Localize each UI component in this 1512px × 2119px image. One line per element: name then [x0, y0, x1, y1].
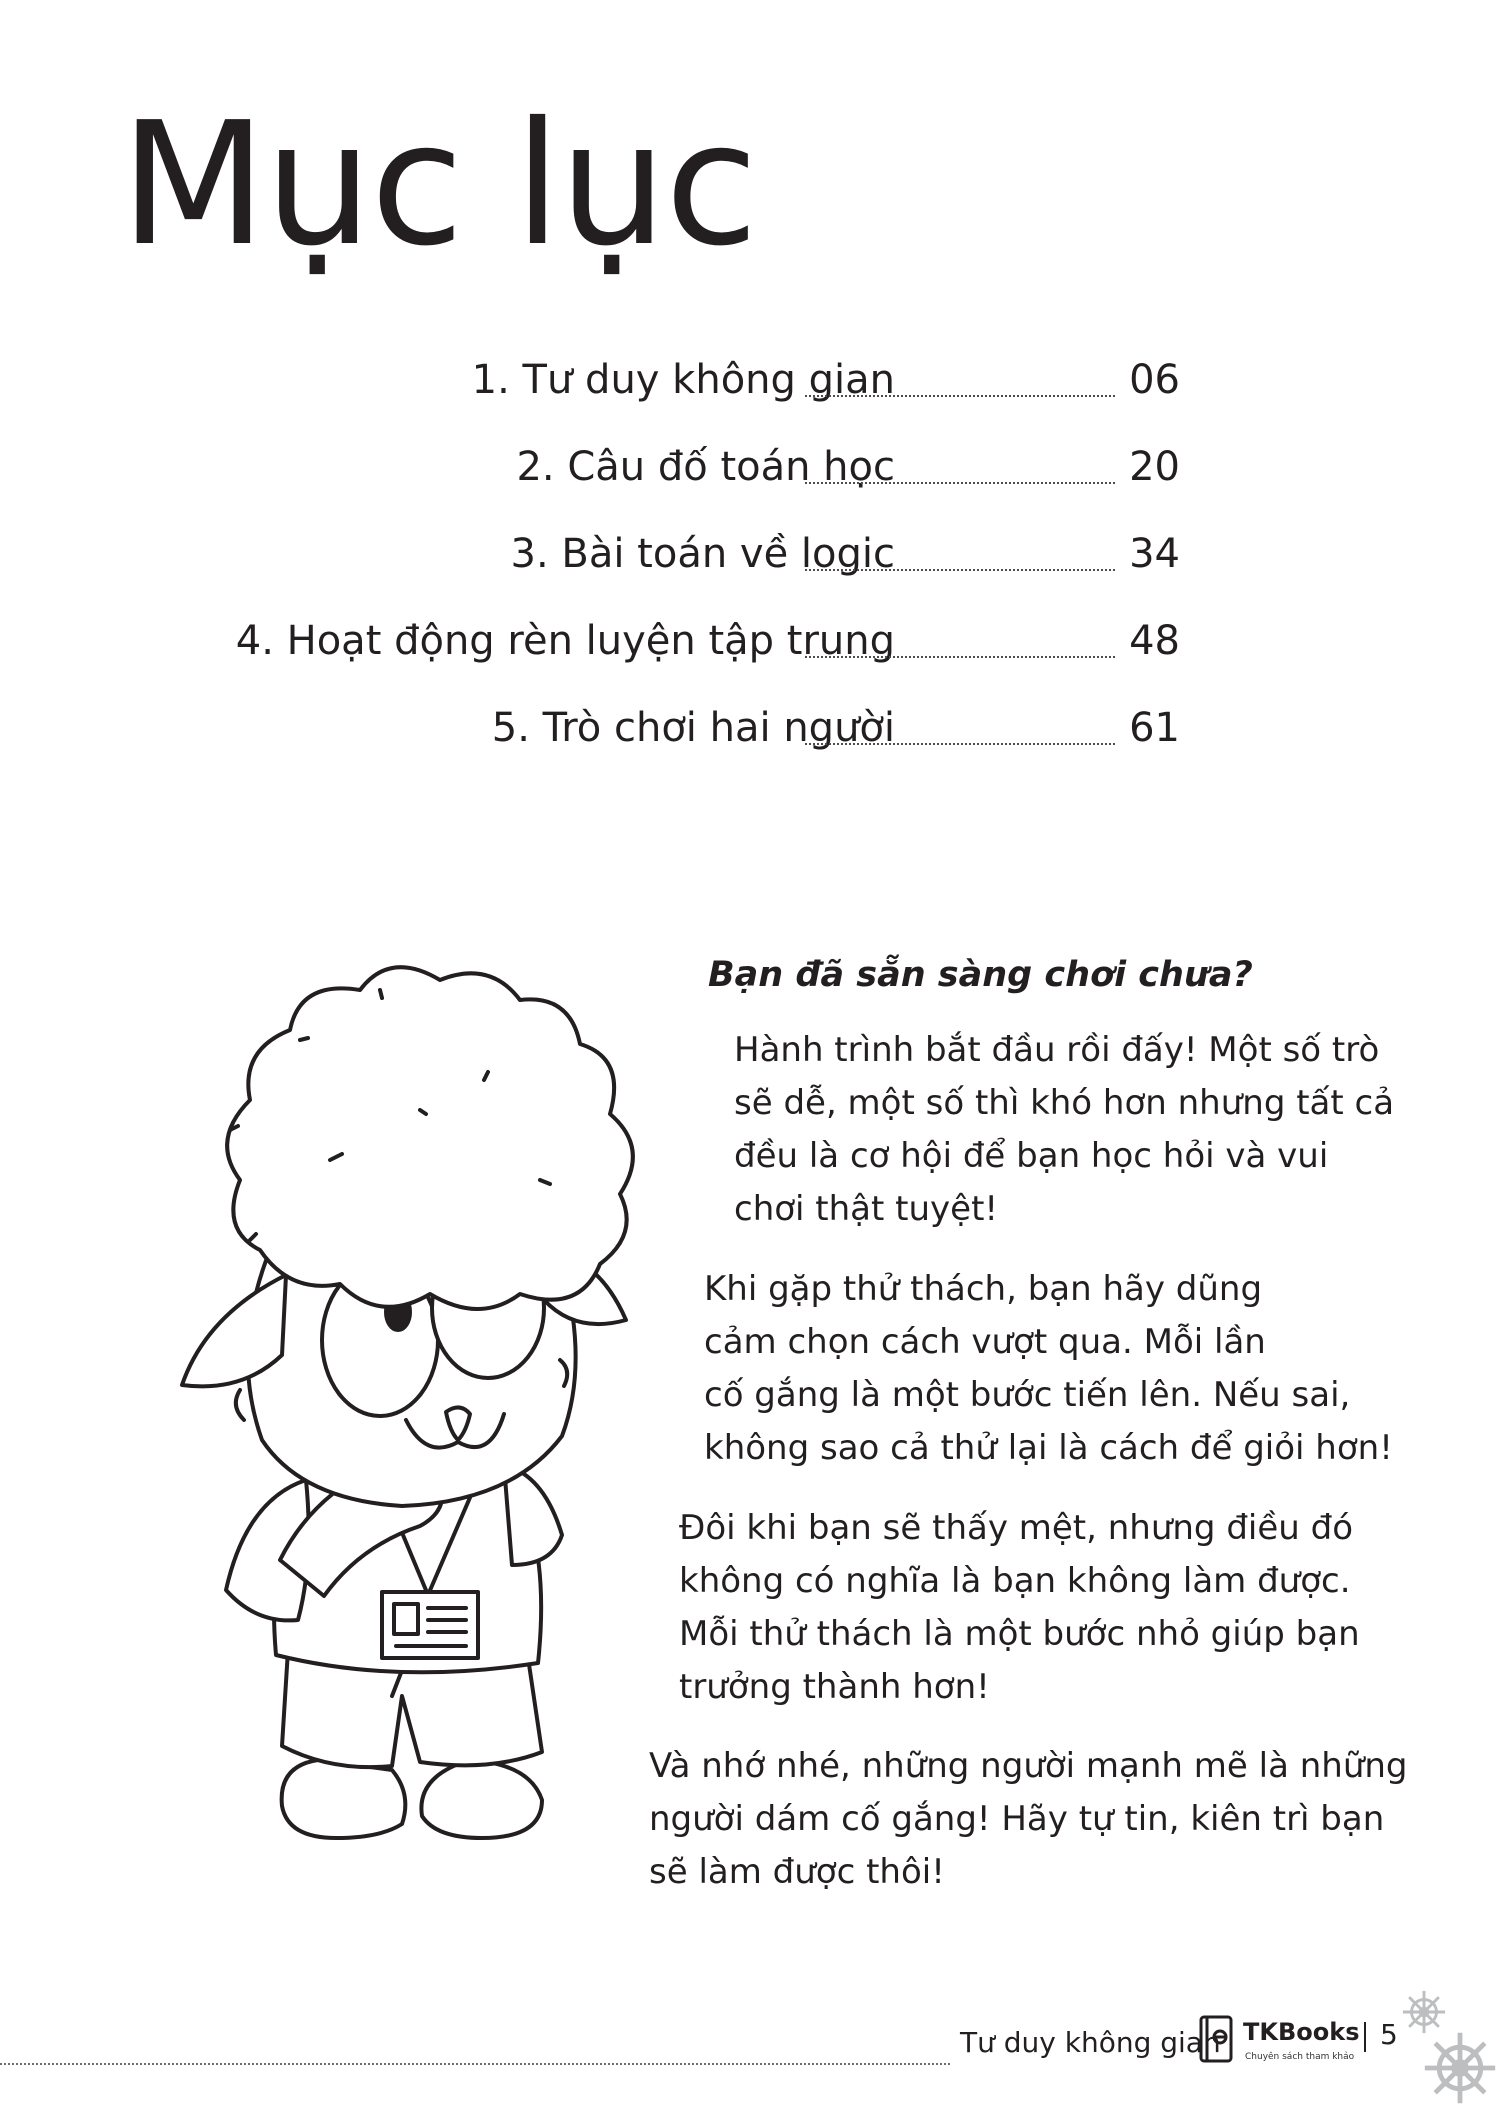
paragraph-line: Mỗi thử thách là một bước nhỏ giúp bạn: [679, 1614, 1360, 1654]
toc-item-page: 06: [1129, 357, 1180, 403]
paragraph-line: Và nhớ nhé, những người mạnh mẽ là những: [649, 1746, 1408, 1786]
table-of-contents: [120, 345, 1180, 780]
sheep-icon: [120, 920, 720, 1880]
paragraph-line: không có nghĩa là bạn không làm được.: [679, 1561, 1351, 1601]
ship-wheel-icon: [1420, 2028, 1500, 2108]
toc-item[interactable]: [120, 606, 1180, 693]
intro-paragraph: [649, 1740, 1408, 1899]
page-number-separator: [1364, 2022, 1366, 2052]
toc-leader-dots: [805, 656, 1115, 658]
brand-tagline: Chuyên sách tham khảo: [1245, 2052, 1355, 2062]
page-number: 5: [1380, 2018, 1398, 2051]
toc-item-title: 4. Hoạt động rèn luyện tập trung: [235, 618, 895, 664]
toc-item[interactable]: [120, 432, 1180, 519]
intro-paragraph: [679, 1502, 1394, 1714]
toc-item[interactable]: [120, 345, 1180, 432]
paragraph-line: cố gắng là một bước tiến lên. Nếu sai,: [704, 1375, 1351, 1415]
brand-name: TKBooks: [1243, 2018, 1360, 2046]
intro-heading: Bạn đã sẵn sàng chơi chưa?: [708, 955, 1253, 995]
toc-item-title: 2. Câu đố toán học: [516, 444, 895, 490]
intro-paragraph: [704, 1263, 1394, 1475]
paragraph-line: sẽ làm được thôi!: [649, 1852, 945, 1892]
paragraph-line: không sao cả thử lại là cách để giỏi hơn!: [704, 1428, 1393, 1468]
paragraph-line: chơi thật tuyệt!: [734, 1189, 999, 1229]
paragraph-line: người dám cố gắng! Hãy tự tin, kiên trì bạn: [649, 1799, 1385, 1839]
toc-leader-dots: [805, 569, 1115, 571]
paragraph-line: sẽ dễ, một số thì khó hơn nhưng tất cả: [734, 1083, 1395, 1123]
toc-item-title: 5. Trò chơi hai người: [491, 705, 895, 751]
paragraph-line: Đôi khi bạn sẽ thấy mệt, nhưng điều đó: [679, 1508, 1354, 1548]
toc-leader-dots: [805, 482, 1115, 484]
paragraph-line: đều là cơ hội để bạn học hỏi và vui: [734, 1136, 1329, 1176]
toc-item-page: 61: [1129, 705, 1180, 751]
toc-leader-dots: [805, 395, 1115, 397]
paragraph-line: Hành trình bắt đầu rồi đấy! Một số trò: [734, 1030, 1380, 1070]
paragraph-line: cảm chọn cách vượt qua. Mỗi lần: [704, 1322, 1266, 1362]
toc-item-title: 3. Bài toán về logic: [510, 531, 895, 577]
footer-divider: [0, 2063, 950, 2065]
book-logo-icon: [1198, 2013, 1238, 2065]
paragraph-line: trưởng thành hơn!: [679, 1667, 990, 1707]
page-title: Mục lục: [120, 86, 757, 284]
toc-item-title: 1. Tư duy không gian: [471, 357, 895, 403]
toc-item[interactable]: [120, 519, 1180, 606]
toc-leader-dots: [805, 743, 1115, 745]
toc-item[interactable]: [120, 693, 1180, 780]
toc-item-page: 48: [1129, 618, 1180, 664]
toc-item-page: 34: [1129, 531, 1180, 577]
toc-item-page: 20: [1129, 444, 1180, 490]
paragraph-line: Khi gặp thử thách, bạn hãy dũng: [704, 1269, 1263, 1309]
footer-book-title: Tư duy không gian: [960, 2026, 1221, 2059]
intro-paragraph: [734, 1024, 1394, 1236]
